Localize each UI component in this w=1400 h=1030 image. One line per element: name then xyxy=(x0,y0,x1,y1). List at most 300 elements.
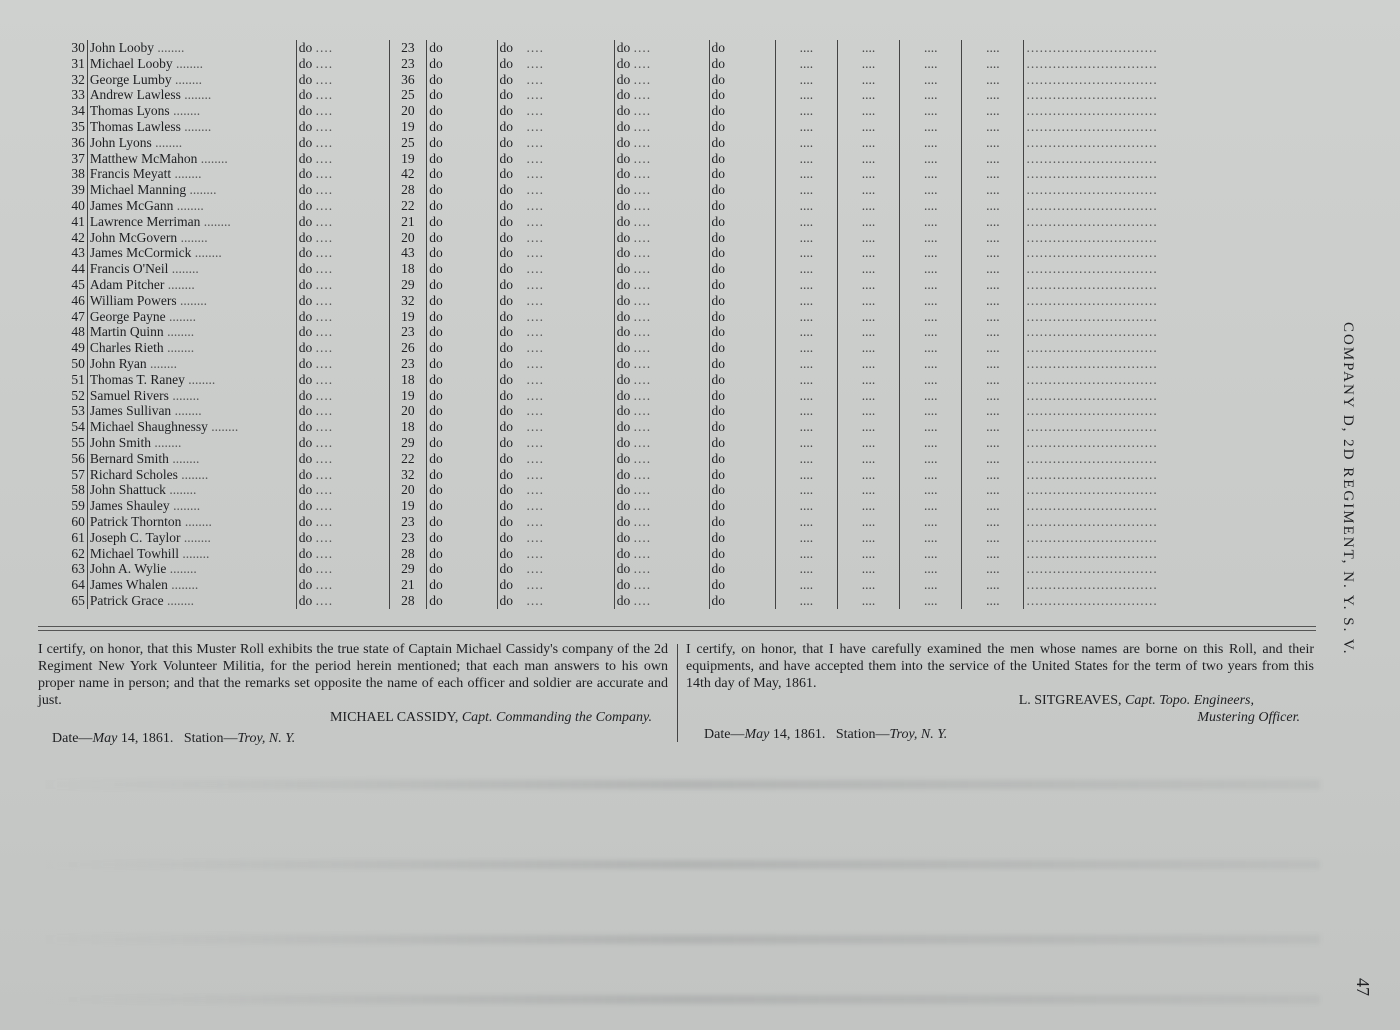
ditto-mark: do xyxy=(616,213,631,229)
ditto-mark: do xyxy=(616,324,631,340)
leader-dots: .... xyxy=(633,245,652,261)
table-row xyxy=(44,309,1314,325)
ditto-cell xyxy=(427,340,497,356)
ditto-mark: do xyxy=(499,340,514,356)
remarks-cell: .............................. xyxy=(1026,403,1158,419)
ditto-mark: do xyxy=(499,87,514,103)
certificate-mustering xyxy=(686,641,1314,743)
ditto-cell xyxy=(497,293,614,309)
ditto-mark: do xyxy=(616,292,631,308)
ditto-mark: do xyxy=(499,150,514,166)
ditto-mark: do xyxy=(298,292,313,308)
company-station-label: Station— xyxy=(183,731,238,746)
ditto-cell xyxy=(614,230,709,246)
rank-cell xyxy=(296,277,389,293)
leader-dots: .... xyxy=(526,403,545,419)
ditto-cell xyxy=(709,214,775,230)
empty-cell: .... xyxy=(837,309,899,325)
table-row xyxy=(44,561,1314,577)
ditto-mark: do xyxy=(429,87,443,103)
empty-cell: .... xyxy=(962,467,1024,483)
leader-dots: .... xyxy=(633,87,652,103)
ditto-mark: do xyxy=(499,498,514,514)
ditto-mark: do xyxy=(499,561,514,577)
ditto-mark: do xyxy=(499,166,514,182)
rank-cell xyxy=(296,40,389,56)
leader-dots: .... xyxy=(315,419,334,435)
leader-dots: .... xyxy=(526,450,545,466)
soldier-name: Adam Pitcher xyxy=(89,276,165,292)
leader-dots: .... xyxy=(633,450,652,466)
rank-cell xyxy=(296,103,389,119)
row-number: 36 xyxy=(71,134,85,150)
leader-dots: .... xyxy=(526,103,545,119)
soldier-name: John Shattuck xyxy=(89,482,166,498)
ditto-mark: do xyxy=(711,561,726,577)
empty-cell: .... xyxy=(837,435,899,451)
ditto-cell xyxy=(614,498,709,514)
empty-cell: .... xyxy=(962,309,1024,325)
empty-cell: .... xyxy=(900,467,962,483)
certificate-company xyxy=(38,641,668,747)
leader-dots: ........ xyxy=(167,324,195,340)
age-cell: 28 xyxy=(389,182,427,198)
soldier-name-cell xyxy=(87,388,296,404)
empty-cell: .... xyxy=(837,277,899,293)
empty-cell: .... xyxy=(837,372,899,388)
leader-dots: .... xyxy=(315,545,334,561)
leader-dots: ........ xyxy=(189,182,217,198)
table-row xyxy=(44,546,1314,562)
ditto-cell xyxy=(614,103,709,119)
empty-cell: .... xyxy=(837,245,899,261)
ditto-cell xyxy=(427,482,497,498)
ditto-cell xyxy=(614,166,709,182)
leader-dots: ........ xyxy=(203,213,231,229)
remarks-cell: .............................. xyxy=(1026,150,1158,166)
table-row xyxy=(44,72,1314,88)
empty-cell: .... xyxy=(962,87,1024,103)
rank-cell xyxy=(296,198,389,214)
remarks-cell: .............................. xyxy=(1026,55,1158,71)
company-date-month: May xyxy=(92,731,118,746)
age-cell: 20 xyxy=(389,103,427,119)
leader-dots: .... xyxy=(315,261,334,277)
leader-dots: .... xyxy=(315,182,334,198)
leader-dots: .... xyxy=(633,561,652,577)
remarks-cell: .............................. xyxy=(1026,324,1158,340)
soldier-name-cell xyxy=(87,151,296,167)
row-number: 57 xyxy=(71,466,85,482)
ditto-cell xyxy=(709,356,775,372)
empty-cell: .... xyxy=(837,198,899,214)
ditto-cell xyxy=(614,119,709,135)
roster-table xyxy=(44,40,1314,609)
empty-cell: .... xyxy=(837,546,899,562)
table-row xyxy=(44,514,1314,530)
leader-dots: ........ xyxy=(182,545,210,561)
ditto-mark: do xyxy=(616,498,631,514)
ditto-mark: do xyxy=(298,577,313,593)
age-cell: 21 xyxy=(389,577,427,593)
empty-cell: .... xyxy=(775,72,837,88)
soldier-name: Andrew Lawless xyxy=(89,87,181,103)
ditto-mark: do xyxy=(298,197,313,213)
leader-dots: .... xyxy=(633,529,652,545)
ditto-mark: do xyxy=(298,545,313,561)
rank-cell xyxy=(296,151,389,167)
leader-dots: .... xyxy=(633,513,652,529)
ditto-mark: do xyxy=(298,229,313,245)
empty-cell: .... xyxy=(837,482,899,498)
ditto-mark: do xyxy=(499,577,514,593)
ditto-mark: do xyxy=(429,371,443,387)
age-cell: 23 xyxy=(389,514,427,530)
leader-dots: .... xyxy=(526,87,545,103)
ditto-mark: do xyxy=(499,197,514,213)
ditto-mark: do xyxy=(429,55,443,71)
leader-dots: .... xyxy=(315,482,334,498)
soldier-name-cell xyxy=(87,356,296,372)
empty-cell: .... xyxy=(962,340,1024,356)
ditto-cell xyxy=(427,72,497,88)
ditto-cell xyxy=(497,419,614,435)
rank-cell xyxy=(296,340,389,356)
empty-cell: .... xyxy=(962,546,1024,562)
ditto-cell xyxy=(497,277,614,293)
ditto-cell xyxy=(614,482,709,498)
empty-cell: .... xyxy=(962,261,1024,277)
company-station-value: Troy, N. Y. xyxy=(237,731,296,746)
leader-dots: .... xyxy=(526,292,545,308)
empty-cell: .... xyxy=(775,530,837,546)
age-cell: 19 xyxy=(389,151,427,167)
ditto-mark: do xyxy=(298,498,313,514)
ditto-cell xyxy=(427,593,497,609)
row-number: 56 xyxy=(71,450,85,466)
ditto-mark: do xyxy=(298,103,313,119)
ditto-cell xyxy=(427,451,497,467)
ditto-mark: do xyxy=(429,482,443,498)
ditto-cell xyxy=(497,451,614,467)
rank-cell xyxy=(296,182,389,198)
ditto-cell xyxy=(427,356,497,372)
ditto-mark: do xyxy=(711,419,726,435)
age-cell: 19 xyxy=(389,309,427,325)
leader-dots: ........ xyxy=(181,466,209,482)
leader-dots: ........ xyxy=(171,261,199,277)
empty-cell: .... xyxy=(900,72,962,88)
table-bottom-rule-2 xyxy=(38,630,1316,631)
soldier-name-cell xyxy=(87,435,296,451)
empty-cell: .... xyxy=(837,530,899,546)
leader-dots: .... xyxy=(315,387,334,403)
rank-cell xyxy=(296,356,389,372)
soldier-name-cell xyxy=(87,245,296,261)
ditto-cell xyxy=(427,388,497,404)
empty-cell: .... xyxy=(900,198,962,214)
ditto-mark: do xyxy=(298,403,313,419)
leader-dots: .... xyxy=(315,577,334,593)
leader-dots: .... xyxy=(315,134,334,150)
age-cell: 23 xyxy=(389,40,427,56)
ditto-cell xyxy=(614,245,709,261)
row-number: 49 xyxy=(71,340,85,356)
empty-cell: .... xyxy=(775,182,837,198)
ditto-mark: do xyxy=(429,577,443,593)
empty-cell: .... xyxy=(837,182,899,198)
leader-dots: ........ xyxy=(169,482,197,498)
soldier-name-cell xyxy=(87,182,296,198)
soldier-name: John Ryan xyxy=(89,355,147,371)
leader-dots: .... xyxy=(526,545,545,561)
rank-cell xyxy=(296,451,389,467)
ditto-mark: do xyxy=(499,371,514,387)
remarks-cell: .............................. xyxy=(1026,308,1158,324)
rank-cell xyxy=(296,403,389,419)
ditto-cell xyxy=(614,151,709,167)
empty-cell: .... xyxy=(837,103,899,119)
empty-cell: .... xyxy=(900,56,962,72)
leader-dots: .... xyxy=(526,308,545,324)
age-cell: 29 xyxy=(389,435,427,451)
empty-cell: .... xyxy=(962,561,1024,577)
soldier-name-cell xyxy=(87,340,296,356)
ditto-cell xyxy=(427,198,497,214)
ditto-mark: do xyxy=(616,229,631,245)
ditto-cell xyxy=(427,230,497,246)
ditto-mark: do xyxy=(499,134,514,150)
leader-dots: .... xyxy=(526,197,545,213)
row-number: 32 xyxy=(71,71,85,87)
ditto-cell xyxy=(709,40,775,56)
ditto-cell xyxy=(614,87,709,103)
ditto-mark: do xyxy=(429,466,443,482)
soldier-name: George Lumby xyxy=(89,71,172,87)
ditto-cell xyxy=(497,356,614,372)
row-number: 48 xyxy=(71,324,85,340)
row-number: 62 xyxy=(71,545,85,561)
table-row xyxy=(44,419,1314,435)
ditto-mark: do xyxy=(616,134,631,150)
empty-cell: .... xyxy=(775,245,837,261)
empty-cell: .... xyxy=(775,467,837,483)
leader-dots: .... xyxy=(633,134,652,150)
ditto-mark: do xyxy=(298,529,313,545)
leader-dots: .... xyxy=(633,213,652,229)
soldier-name: Charles Rieth xyxy=(89,340,164,356)
empty-cell: .... xyxy=(962,435,1024,451)
leader-dots: .... xyxy=(526,324,545,340)
ditto-cell xyxy=(427,546,497,562)
leader-dots: .... xyxy=(315,592,334,608)
ditto-cell xyxy=(614,561,709,577)
ditto-mark: do xyxy=(711,261,726,277)
empty-cell: .... xyxy=(837,340,899,356)
leader-dots: ........ xyxy=(211,419,239,435)
leader-dots: .... xyxy=(315,103,334,119)
row-number: 31 xyxy=(71,55,85,71)
empty-cell: .... xyxy=(900,87,962,103)
row-number: 41 xyxy=(71,213,85,229)
empty-cell: .... xyxy=(837,593,899,609)
empty-cell: .... xyxy=(775,546,837,562)
leader-dots: .... xyxy=(633,355,652,371)
remarks-cell: .............................. xyxy=(1026,419,1158,435)
leader-dots: .... xyxy=(315,229,334,245)
ditto-mark: do xyxy=(711,340,726,356)
soldier-name: John McGovern xyxy=(89,229,178,245)
ditto-mark: do xyxy=(429,166,443,182)
empty-cell: .... xyxy=(837,214,899,230)
leader-dots: .... xyxy=(633,498,652,514)
empty-cell: .... xyxy=(900,498,962,514)
ditto-mark: do xyxy=(616,434,631,450)
soldier-name-cell xyxy=(87,166,296,182)
ditto-cell xyxy=(497,214,614,230)
ditto-mark: do xyxy=(499,545,514,561)
rank-cell xyxy=(296,261,389,277)
empty-cell: .... xyxy=(962,530,1024,546)
leader-dots: .... xyxy=(633,276,652,292)
table-row xyxy=(44,214,1314,230)
ditto-cell xyxy=(427,419,497,435)
leader-dots: ........ xyxy=(173,103,201,119)
mustering-station-label: Station— xyxy=(835,727,890,742)
ditto-mark: do xyxy=(429,513,443,529)
empty-cell: .... xyxy=(775,119,837,135)
leader-dots: .... xyxy=(315,213,334,229)
empty-cell: .... xyxy=(775,451,837,467)
leader-dots: .... xyxy=(526,150,545,166)
ditto-cell xyxy=(709,482,775,498)
ditto-cell xyxy=(427,309,497,325)
ditto-cell xyxy=(497,119,614,135)
ditto-mark: do xyxy=(429,387,443,403)
leader-dots: .... xyxy=(633,103,652,119)
ditto-mark: do xyxy=(616,340,631,356)
table-row xyxy=(44,103,1314,119)
leader-dots: .... xyxy=(315,150,334,166)
empty-cell: .... xyxy=(900,356,962,372)
ditto-mark: do xyxy=(429,229,443,245)
ditto-mark: do xyxy=(616,371,631,387)
empty-cell: .... xyxy=(900,293,962,309)
age-cell: 25 xyxy=(389,87,427,103)
leader-dots: ........ xyxy=(176,55,204,71)
remarks-cell: .............................. xyxy=(1026,276,1158,292)
age-cell: 23 xyxy=(389,356,427,372)
ditto-cell xyxy=(709,151,775,167)
ditto-mark: do xyxy=(711,118,726,134)
empty-cell: .... xyxy=(837,261,899,277)
remarks-cell: .............................. xyxy=(1026,529,1158,545)
ditto-mark: do xyxy=(298,71,313,87)
rank-cell xyxy=(296,419,389,435)
ditto-mark: do xyxy=(616,529,631,545)
row-number: 37 xyxy=(71,150,85,166)
ditto-cell xyxy=(427,40,497,56)
leader-dots: .... xyxy=(315,403,334,419)
ditto-mark: do xyxy=(298,387,313,403)
ditto-mark: do xyxy=(711,387,726,403)
ditto-cell xyxy=(614,403,709,419)
rank-cell xyxy=(296,87,389,103)
empty-cell: .... xyxy=(775,435,837,451)
ditto-cell xyxy=(709,261,775,277)
empty-cell: .... xyxy=(775,103,837,119)
leader-dots: .... xyxy=(526,498,545,514)
ditto-mark: do xyxy=(429,71,443,87)
mustering-station-value: Troy, N. Y. xyxy=(889,727,948,742)
empty-cell: .... xyxy=(900,119,962,135)
remarks-cell: .............................. xyxy=(1026,592,1158,608)
table-row xyxy=(44,482,1314,498)
ditto-cell xyxy=(614,356,709,372)
soldier-name-cell xyxy=(87,498,296,514)
empty-cell: .... xyxy=(962,245,1024,261)
ditto-mark: do xyxy=(499,308,514,324)
ditto-cell xyxy=(709,293,775,309)
empty-cell: .... xyxy=(962,72,1024,88)
leader-dots: .... xyxy=(526,482,545,498)
age-cell: 23 xyxy=(389,324,427,340)
age-cell: 28 xyxy=(389,546,427,562)
leader-dots: ........ xyxy=(183,529,211,545)
ditto-mark: do xyxy=(711,213,726,229)
ditto-cell xyxy=(497,166,614,182)
leader-dots: .... xyxy=(633,308,652,324)
empty-cell: .... xyxy=(775,56,837,72)
ditto-mark: do xyxy=(429,213,443,229)
company-date-rest: 14, 1861. xyxy=(117,731,174,746)
rank-cell xyxy=(296,546,389,562)
ditto-cell xyxy=(709,340,775,356)
ditto-cell xyxy=(709,135,775,151)
leader-dots: .... xyxy=(315,340,334,356)
empty-cell: .... xyxy=(962,166,1024,182)
empty-cell: .... xyxy=(900,514,962,530)
leader-dots: ........ xyxy=(184,87,212,103)
remarks-cell: .............................. xyxy=(1026,103,1158,119)
leader-dots: .... xyxy=(633,419,652,435)
empty-cell: .... xyxy=(962,119,1024,135)
empty-cell: .... xyxy=(962,103,1024,119)
ditto-mark: do xyxy=(711,529,726,545)
empty-cell: .... xyxy=(837,87,899,103)
table-row xyxy=(44,277,1314,293)
empty-cell: .... xyxy=(837,451,899,467)
remarks-cell: .............................. xyxy=(1026,118,1158,134)
row-number: 44 xyxy=(71,261,85,277)
leader-dots: .... xyxy=(526,577,545,593)
rank-cell xyxy=(296,467,389,483)
leader-dots: .... xyxy=(526,245,545,261)
mustering-signer-role: Mustering Officer. xyxy=(1197,710,1300,725)
ditto-mark: do xyxy=(711,182,726,198)
leader-dots: .... xyxy=(633,261,652,277)
ditto-mark: do xyxy=(616,182,631,198)
leader-dots: .... xyxy=(633,292,652,308)
leader-dots: .... xyxy=(315,513,334,529)
ditto-mark: do xyxy=(711,466,726,482)
rank-cell xyxy=(296,577,389,593)
table-row xyxy=(44,151,1314,167)
row-number: 53 xyxy=(71,403,85,419)
ditto-mark: do xyxy=(711,513,726,529)
ditto-cell xyxy=(427,324,497,340)
mustering-dateline xyxy=(686,726,1314,743)
